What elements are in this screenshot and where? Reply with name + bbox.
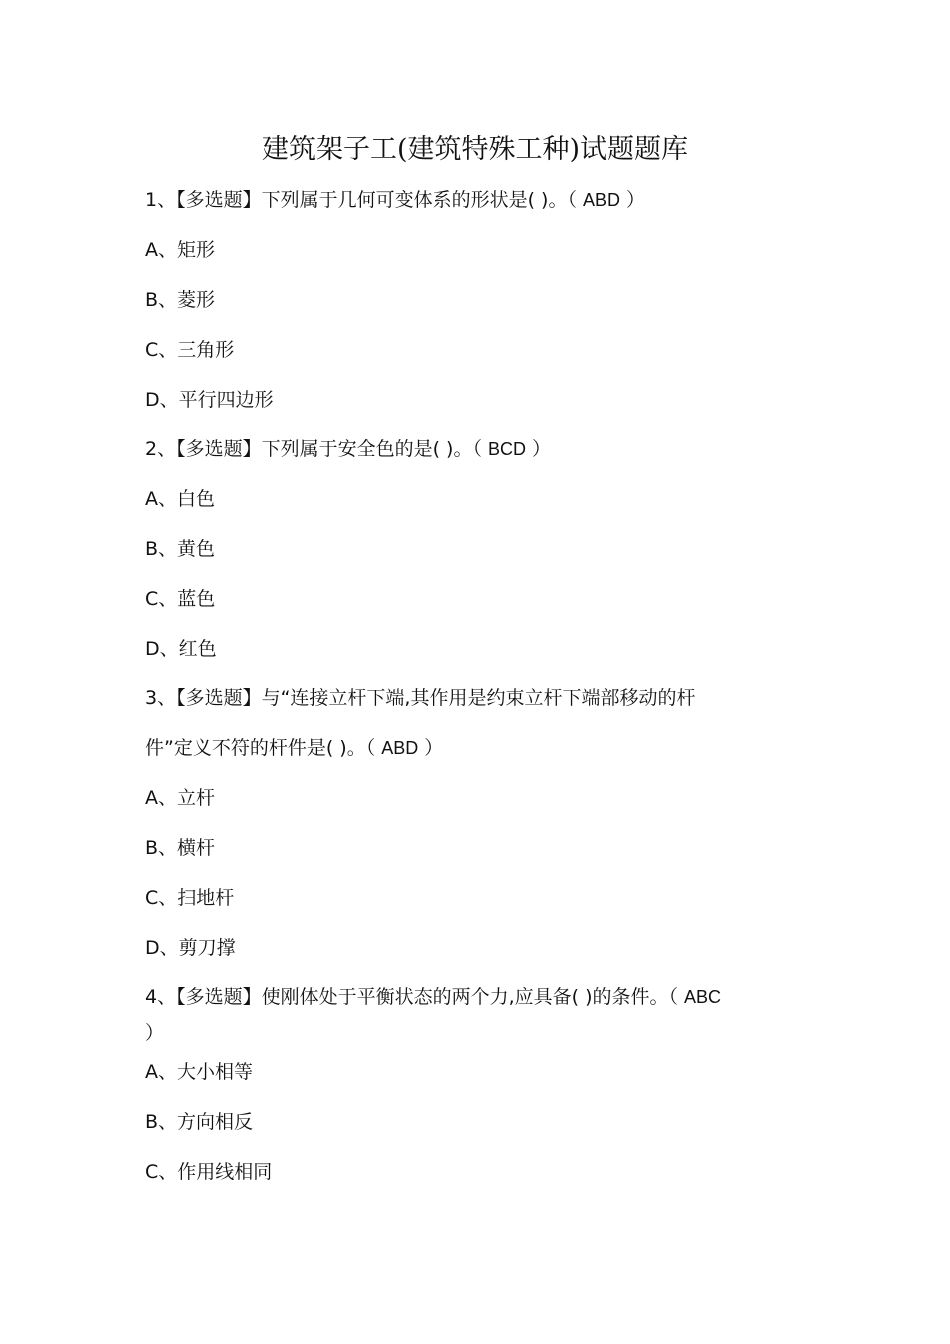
question-1-option-c: C、三角形 — [145, 339, 235, 361]
question-4-stem — [145, 983, 815, 1011]
question-4-close: ） — [145, 1022, 165, 1044]
question-4-option-a: A、大小相等 — [145, 1061, 253, 1083]
question-1-text: 1、【多选题】下列属于几何可变体系的形状是( )。（ — [145, 189, 583, 211]
question-3-text: 件”定义不符的杆件是( )。（ — [145, 737, 382, 759]
question-2-option-c: C、蓝色 — [145, 588, 216, 610]
question-2-answer: BCD — [488, 439, 527, 459]
question-2-option-d: D、红色 — [145, 638, 217, 660]
question-1-option-b: B、菱形 — [145, 289, 216, 311]
question-4-text: 4、【多选题】使刚体处于平衡状态的两个力,应具备( )的条件。（ — [145, 986, 685, 1008]
question-3-close: ） — [418, 737, 444, 759]
question-4-answer: ABC — [684, 987, 722, 1007]
question-2-close: ） — [526, 438, 552, 460]
question-3-option-a: A、立杆 — [145, 787, 215, 809]
question-2-text: 2、【多选题】下列属于安全色的是( )。（ — [145, 438, 488, 460]
page-title: 建筑架子工(建筑特殊工种)试题题库 — [261, 134, 689, 165]
question-1-close: ） — [620, 189, 646, 211]
question-1-option-d: D、平行四边形 — [145, 389, 274, 411]
question-1-option-a: A、矩形 — [145, 239, 215, 261]
question-3-option-d: D、剪刀撑 — [145, 937, 236, 959]
question-2-stem — [145, 435, 815, 463]
question-1-answer: ABD — [583, 190, 621, 210]
question-2-option-a: A、白色 — [145, 488, 215, 510]
question-1-stem — [145, 186, 815, 214]
question-3-option-c: C、扫地杆 — [145, 887, 235, 909]
question-3-stem-line2 — [145, 734, 815, 762]
question-4-option-c: C、作用线相同 — [145, 1161, 273, 1183]
question-3-answer: ABD — [381, 738, 419, 758]
question-3-stem-line1: 3、【多选题】与“连接立杆下端,其作用是约束立杆下端部移动的杆 — [145, 687, 696, 709]
question-3-option-b: B、横杆 — [145, 837, 216, 859]
question-2-option-b: B、黄色 — [145, 538, 216, 560]
question-4-option-b: B、方向相反 — [145, 1111, 254, 1133]
